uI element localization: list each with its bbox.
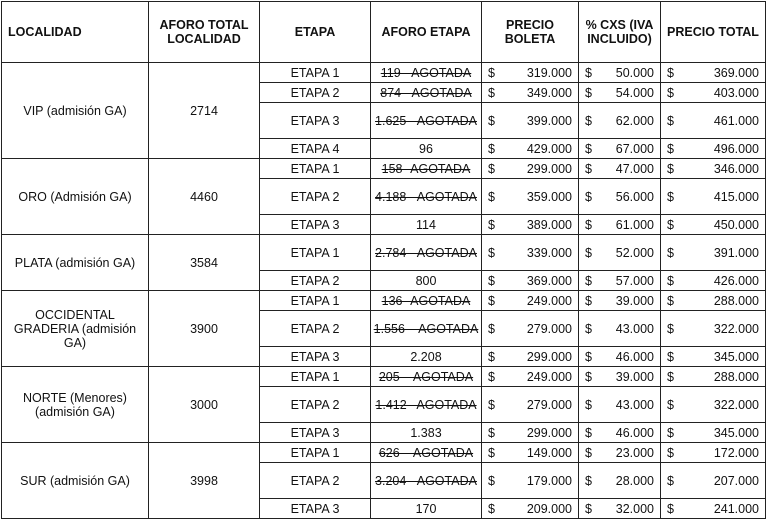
cell-precio-boleta [482, 63, 579, 83]
amount-value: 207.000 [713, 473, 759, 488]
cell-precio-boleta [482, 215, 579, 235]
cell-etapa: ETAPA 2 [260, 311, 371, 347]
cell-precio-boleta [482, 291, 579, 311]
cell-cxs [579, 443, 661, 463]
amount-value: 345.000 [713, 425, 759, 440]
cell-etapa: ETAPA 1 [260, 443, 371, 463]
cell-localidad: NORTE (Menores) (admisión GA) [2, 367, 149, 443]
cell-cxs [579, 463, 661, 499]
currency-symbol: $ [667, 501, 674, 516]
currency-symbol: $ [585, 293, 592, 308]
cell-etapa: ETAPA 1 [260, 291, 371, 311]
currency-symbol: $ [667, 273, 674, 288]
cell-aforo-etapa: 2.208 [371, 347, 482, 367]
pricing-table [1, 1, 766, 519]
currency-symbol: $ [667, 425, 674, 440]
amount-value: 209.000 [526, 501, 572, 516]
cell-cxs [579, 423, 661, 443]
currency-symbol: $ [585, 141, 592, 156]
cell-aforo-etapa-agotada: 136 -AGOTADA [371, 291, 482, 311]
table-body [2, 63, 766, 519]
currency-symbol: $ [488, 349, 495, 364]
currency-symbol: $ [667, 65, 674, 80]
amount-value: 399.000 [526, 113, 572, 128]
currency-symbol: $ [488, 445, 495, 460]
amount-value: 288.000 [713, 293, 759, 308]
cell-etapa: ETAPA 3 [260, 215, 371, 235]
amount-value: 299.000 [526, 161, 572, 176]
cell-precio-total [661, 463, 766, 499]
amount-value: 346.000 [713, 161, 759, 176]
cell-etapa: ETAPA 2 [260, 179, 371, 215]
amount-value: 322.000 [713, 321, 759, 336]
amount-value: 54.000 [615, 85, 654, 100]
cell-aforo-total: 3998 [149, 443, 260, 519]
header-precio-boleta: PRECIO BOLETA [482, 2, 579, 63]
amount-value: 50.000 [615, 65, 654, 80]
cell-precio-total [661, 367, 766, 387]
cell-precio-boleta [482, 103, 579, 139]
cell-precio-boleta [482, 367, 579, 387]
cell-precio-total [661, 271, 766, 291]
cell-etapa: ETAPA 4 [260, 139, 371, 159]
currency-symbol: $ [585, 321, 592, 336]
cell-cxs [579, 179, 661, 215]
amount-value: 56.000 [615, 189, 654, 204]
currency-symbol: $ [488, 113, 495, 128]
amount-value: 349.000 [526, 85, 572, 100]
currency-symbol: $ [585, 397, 592, 412]
amount-value: 241.000 [713, 501, 759, 516]
cell-cxs [579, 83, 661, 103]
cell-aforo-total: 4460 [149, 159, 260, 235]
currency-symbol: $ [585, 369, 592, 384]
currency-symbol: $ [488, 321, 495, 336]
cell-aforo-etapa-agotada: 3.204 - AGOTADA [371, 463, 482, 499]
currency-symbol: $ [585, 85, 592, 100]
cell-precio-boleta [482, 271, 579, 291]
cell-precio-boleta [482, 463, 579, 499]
cell-aforo-etapa: 1.383 [371, 423, 482, 443]
cell-precio-total [661, 103, 766, 139]
cell-localidad: SUR (admisión GA) [2, 443, 149, 519]
currency-symbol: $ [667, 217, 674, 232]
amount-value: 172.000 [713, 445, 759, 460]
amount-value: 299.000 [526, 425, 572, 440]
currency-symbol: $ [585, 273, 592, 288]
header-aforo-etapa: AFORO ETAPA [371, 2, 482, 63]
currency-symbol: $ [667, 141, 674, 156]
amount-value: 39.000 [615, 369, 654, 384]
currency-symbol: $ [585, 113, 592, 128]
amount-value: 450.000 [713, 217, 759, 232]
amount-value: 28.000 [615, 473, 654, 488]
amount-value: 359.000 [526, 189, 572, 204]
cell-aforo-etapa-agotada: 158 -AGOTADA [371, 159, 482, 179]
cell-precio-boleta [482, 179, 579, 215]
cell-precio-total [661, 499, 766, 519]
currency-symbol: $ [667, 473, 674, 488]
amount-value: 345.000 [713, 349, 759, 364]
currency-symbol: $ [488, 85, 495, 100]
cell-cxs [579, 387, 661, 423]
cell-cxs [579, 139, 661, 159]
cell-etapa: ETAPA 3 [260, 103, 371, 139]
currency-symbol: $ [667, 189, 674, 204]
currency-symbol: $ [488, 501, 495, 516]
currency-symbol: $ [667, 161, 674, 176]
cell-precio-total [661, 443, 766, 463]
currency-symbol: $ [667, 397, 674, 412]
cell-precio-boleta [482, 347, 579, 367]
currency-symbol: $ [667, 293, 674, 308]
header-aforo-total: AFORO TOTAL LOCALIDAD [149, 2, 260, 63]
cell-etapa: ETAPA 3 [260, 347, 371, 367]
cell-etapa: ETAPA 1 [260, 235, 371, 271]
header-precio-total: PRECIO TOTAL [661, 2, 766, 63]
amount-value: 403.000 [713, 85, 759, 100]
cell-aforo-etapa: 170 [371, 499, 482, 519]
cell-cxs [579, 499, 661, 519]
header-etapa: ETAPA [260, 2, 371, 63]
cell-aforo-etapa-agotada: 626 – AGOTADA [371, 443, 482, 463]
cell-aforo-etapa-agotada: 4.188 - AGOTADA [371, 179, 482, 215]
cell-cxs [579, 215, 661, 235]
currency-symbol: $ [667, 349, 674, 364]
currency-symbol: $ [488, 161, 495, 176]
amount-value: 391.000 [713, 245, 759, 260]
cell-etapa: ETAPA 1 [260, 159, 371, 179]
amount-value: 426.000 [713, 273, 759, 288]
cell-precio-total [661, 139, 766, 159]
amount-value: 369.000 [526, 273, 572, 288]
cell-etapa: ETAPA 2 [260, 271, 371, 291]
amount-value: 279.000 [526, 321, 572, 336]
cell-etapa: ETAPA 3 [260, 423, 371, 443]
header-row [2, 2, 766, 63]
amount-value: 496.000 [713, 141, 759, 156]
cell-precio-boleta [482, 443, 579, 463]
amount-value: 47.000 [615, 161, 654, 176]
amount-value: 415.000 [713, 189, 759, 204]
cell-localidad: OCCIDENTAL GRADERIA (admisión GA) [2, 291, 149, 367]
currency-symbol: $ [488, 245, 495, 260]
cell-etapa: ETAPA 3 [260, 499, 371, 519]
cell-aforo-etapa: 800 [371, 271, 482, 291]
cell-precio-boleta [482, 423, 579, 443]
currency-symbol: $ [585, 425, 592, 440]
currency-symbol: $ [667, 245, 674, 260]
amount-value: 43.000 [615, 397, 654, 412]
cell-cxs [579, 271, 661, 291]
currency-symbol: $ [585, 245, 592, 260]
cell-localidad: ORO (Admisión GA) [2, 159, 149, 235]
cell-precio-boleta [482, 499, 579, 519]
currency-symbol: $ [488, 189, 495, 204]
cell-precio-boleta [482, 235, 579, 271]
cell-cxs [579, 367, 661, 387]
cell-etapa: ETAPA 2 [260, 83, 371, 103]
cell-precio-boleta [482, 311, 579, 347]
cell-etapa: ETAPA 1 [260, 63, 371, 83]
cell-precio-total [661, 423, 766, 443]
cell-aforo-total: 3900 [149, 291, 260, 367]
cell-aforo-total: 2714 [149, 63, 260, 159]
currency-symbol: $ [585, 217, 592, 232]
currency-symbol: $ [585, 349, 592, 364]
currency-symbol: $ [488, 425, 495, 440]
amount-value: 67.000 [615, 141, 654, 156]
header-cxs: % CXS (IVA INCLUIDO) [579, 2, 661, 63]
amount-value: 62.000 [615, 113, 654, 128]
cell-aforo-etapa: 96 [371, 139, 482, 159]
cell-cxs [579, 235, 661, 271]
cell-etapa: ETAPA 2 [260, 463, 371, 499]
currency-symbol: $ [488, 473, 495, 488]
currency-symbol: $ [488, 369, 495, 384]
currency-symbol: $ [488, 65, 495, 80]
currency-symbol: $ [667, 369, 674, 384]
cell-precio-total [661, 83, 766, 103]
cell-precio-total [661, 215, 766, 235]
amount-value: 279.000 [526, 397, 572, 412]
cell-aforo-etapa-agotada: 1.412– AGOTADA [371, 387, 482, 423]
cell-localidad: PLATA (admisión GA) [2, 235, 149, 291]
cell-precio-boleta [482, 83, 579, 103]
table-row [2, 367, 766, 387]
amount-value: 339.000 [526, 245, 572, 260]
cell-localidad: VIP (admisión GA) [2, 63, 149, 159]
currency-symbol: $ [488, 217, 495, 232]
table-row [2, 235, 766, 271]
cell-precio-total [661, 159, 766, 179]
table-row [2, 291, 766, 311]
cell-etapa: ETAPA 2 [260, 387, 371, 423]
amount-value: 369.000 [713, 65, 759, 80]
cell-cxs [579, 159, 661, 179]
amount-value: 32.000 [615, 501, 654, 516]
currency-symbol: $ [585, 161, 592, 176]
amount-value: 149.000 [526, 445, 572, 460]
currency-symbol: $ [585, 445, 592, 460]
currency-symbol: $ [585, 65, 592, 80]
amount-value: 461.000 [713, 113, 759, 128]
cell-cxs [579, 291, 661, 311]
amount-value: 57.000 [615, 273, 654, 288]
amount-value: 23.000 [615, 445, 654, 460]
cell-precio-boleta [482, 139, 579, 159]
amount-value: 46.000 [615, 425, 654, 440]
currency-symbol: $ [585, 501, 592, 516]
table-row [2, 443, 766, 463]
cell-cxs [579, 347, 661, 367]
amount-value: 249.000 [526, 293, 572, 308]
amount-value: 322.000 [713, 397, 759, 412]
cell-cxs [579, 63, 661, 83]
amount-value: 52.000 [615, 245, 654, 260]
currency-symbol: $ [667, 321, 674, 336]
cell-cxs [579, 311, 661, 347]
currency-symbol: $ [488, 141, 495, 156]
cell-aforo-total: 3584 [149, 235, 260, 291]
cell-precio-total [661, 235, 766, 271]
cell-precio-boleta [482, 387, 579, 423]
amount-value: 43.000 [615, 321, 654, 336]
cell-precio-total [661, 311, 766, 347]
amount-value: 288.000 [713, 369, 759, 384]
cell-aforo-total: 3000 [149, 367, 260, 443]
amount-value: 46.000 [615, 349, 654, 364]
cell-precio-total [661, 291, 766, 311]
table-row [2, 159, 766, 179]
table-row [2, 63, 766, 83]
cell-precio-total [661, 387, 766, 423]
currency-symbol: $ [667, 445, 674, 460]
amount-value: 179.000 [526, 473, 572, 488]
cell-cxs [579, 103, 661, 139]
cell-aforo-etapa-agotada: 1.556 – AGOTADA [371, 311, 482, 347]
header-localidad: LOCALIDAD [2, 2, 149, 63]
cell-precio-total [661, 63, 766, 83]
currency-symbol: $ [488, 293, 495, 308]
cell-aforo-etapa-agotada: 205 – AGOTADA [371, 367, 482, 387]
cell-aforo-etapa-agotada: 1.625 - AGOTADA [371, 103, 482, 139]
currency-symbol: $ [667, 113, 674, 128]
amount-value: 249.000 [526, 369, 572, 384]
amount-value: 429.000 [526, 141, 572, 156]
cell-aforo-etapa-agotada: 119 - AGOTADA [371, 63, 482, 83]
cell-aforo-etapa: 114 [371, 215, 482, 235]
currency-symbol: $ [667, 85, 674, 100]
cell-etapa: ETAPA 1 [260, 367, 371, 387]
cell-aforo-etapa-agotada: 874 - AGOTADA [371, 83, 482, 103]
amount-value: 299.000 [526, 349, 572, 364]
amount-value: 39.000 [615, 293, 654, 308]
amount-value: 319.000 [526, 65, 572, 80]
amount-value: 389.000 [526, 217, 572, 232]
cell-aforo-etapa-agotada: 2.784 - AGOTADA [371, 235, 482, 271]
currency-symbol: $ [488, 397, 495, 412]
cell-precio-total [661, 347, 766, 367]
cell-precio-boleta [482, 159, 579, 179]
amount-value: 61.000 [615, 217, 654, 232]
currency-symbol: $ [585, 473, 592, 488]
cell-precio-total [661, 179, 766, 215]
currency-symbol: $ [488, 273, 495, 288]
currency-symbol: $ [585, 189, 592, 204]
